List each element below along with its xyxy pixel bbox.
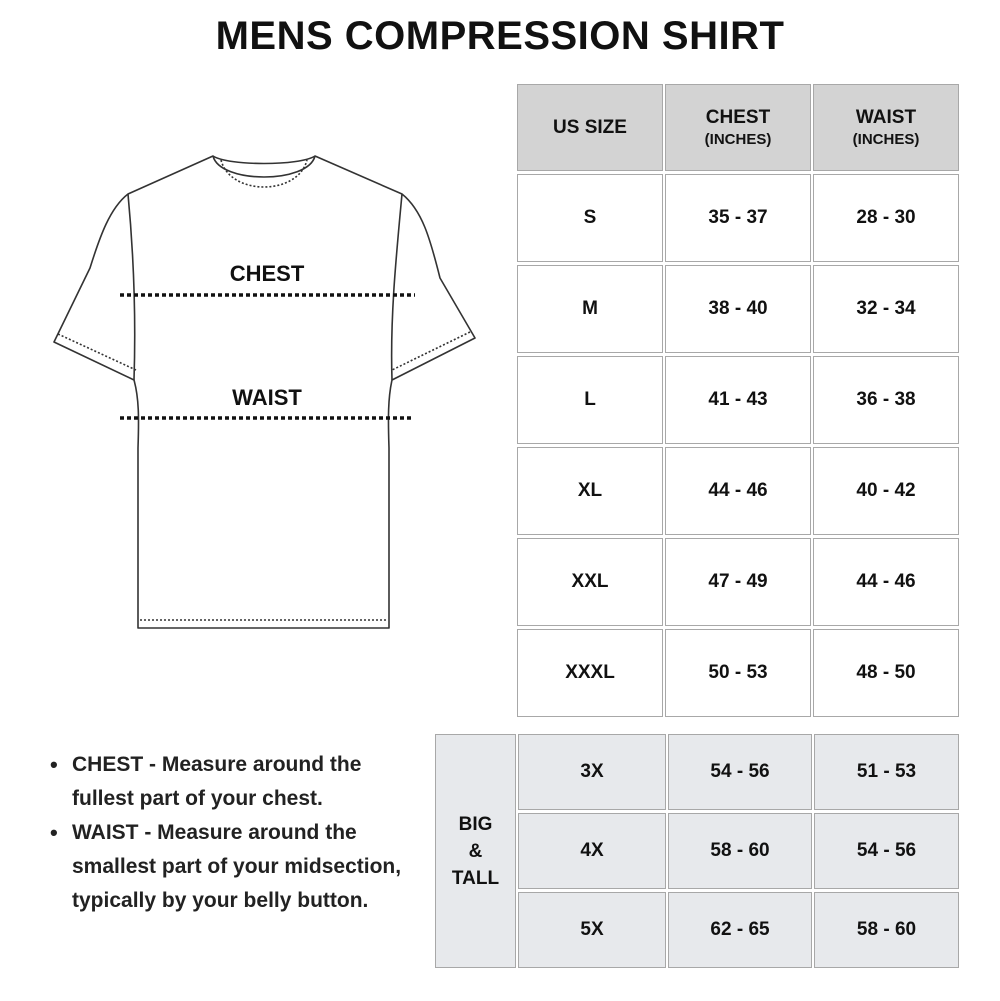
list-item: • WAIST - Measure around the smallest part of your midsection, typically by your belly button.: [48, 816, 418, 918]
waist-cell: 44 - 46: [813, 538, 959, 626]
list-item: • CHEST - Measure around the fullest part of your chest.: [48, 748, 418, 816]
chest-cell: 47 - 49: [665, 538, 811, 626]
chest-cell: 50 - 53: [665, 629, 811, 717]
size-cell: XXXL: [517, 629, 663, 717]
waist-cell: 32 - 34: [813, 265, 959, 353]
measurement-notes: [48, 748, 418, 918]
header-label: CHEST: [705, 106, 771, 128]
chest-cell: 41 - 43: [665, 356, 811, 444]
chest-cell: 62 - 65: [668, 892, 812, 968]
header-label: US SIZE: [553, 116, 627, 138]
chest-cell: 44 - 46: [665, 447, 811, 535]
header-waist: [813, 84, 959, 171]
chest-cell: 54 - 56: [668, 734, 812, 810]
chest-cell: 58 - 60: [668, 813, 812, 889]
size-cell: 4X: [518, 813, 666, 889]
waist-cell: 54 - 56: [814, 813, 959, 889]
header-chest: [665, 84, 811, 171]
header-unit: (INCHES): [704, 130, 772, 148]
waist-cell: 51 - 53: [814, 734, 959, 810]
size-cell: XL: [517, 447, 663, 535]
big-tall-line: BIG: [458, 813, 493, 835]
page-title: MENS COMPRESSION SHIRT: [215, 14, 785, 58]
chest-cell: 35 - 37: [665, 174, 811, 262]
waist-label: WAIST: [232, 385, 302, 410]
header-us-size: [517, 84, 663, 171]
size-cell: L: [517, 356, 663, 444]
waist-cell: 36 - 38: [813, 356, 959, 444]
size-cell: XXL: [517, 538, 663, 626]
waist-cell: 40 - 42: [813, 447, 959, 535]
big-tall-line: &: [468, 840, 483, 862]
chest-label: CHEST: [229, 261, 305, 286]
waist-cell: 48 - 50: [813, 629, 959, 717]
size-cell: M: [517, 265, 663, 353]
big-tall-label: [435, 734, 516, 968]
size-cell: S: [517, 174, 663, 262]
size-cell: 5X: [518, 892, 666, 968]
big-tall-line: TALL: [451, 867, 500, 889]
header-unit: (INCHES): [852, 130, 920, 148]
size-cell: 3X: [518, 734, 666, 810]
waist-cell: 28 - 30: [813, 174, 959, 262]
waist-cell: 58 - 60: [814, 892, 959, 968]
header-label: WAIST: [855, 106, 917, 128]
chest-cell: 38 - 40: [665, 265, 811, 353]
